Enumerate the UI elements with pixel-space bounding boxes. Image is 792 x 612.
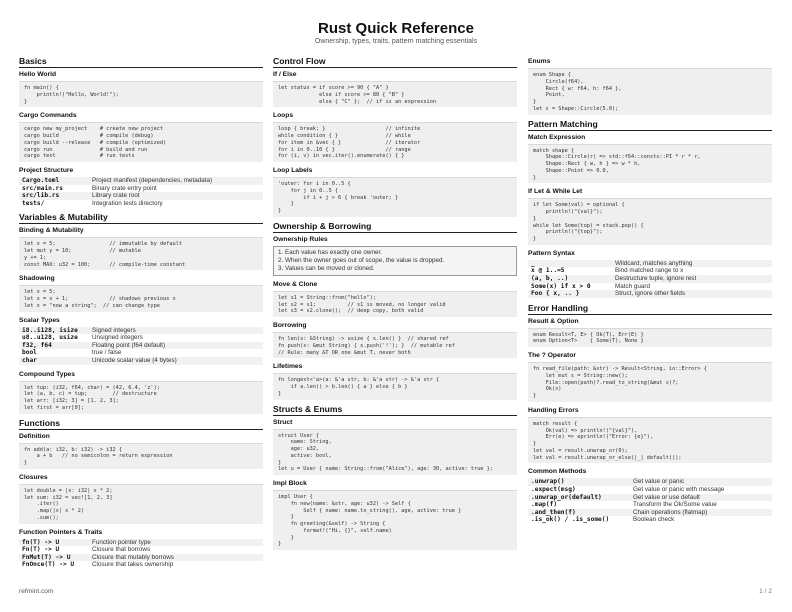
- row-description: Boolean check: [633, 516, 675, 524]
- table-row: [528, 275, 772, 283]
- row-key: .and_then(f): [528, 509, 630, 517]
- code-block-definition: fn add(a: i32, b: i32) -> i32 { a + b // no semicolon = return expression }: [19, 443, 263, 469]
- code-block-struct: struct User { name: String, age: u32, active: bool, } let u = User { name: String::from("Alice"), age: 30, active: true };: [273, 429, 517, 476]
- subheading-cargo-commands: Cargo Commands: [19, 112, 77, 120]
- ownership-rules-box: [273, 246, 517, 276]
- table-row: [528, 260, 772, 268]
- row-key: FnMut(T) -> U: [19, 554, 89, 562]
- code-block-enums: enum Shape { Circle(f64), Rect { w: f64, h: f64 }, Point, } let s = Shape::Circle(5.0);: [528, 68, 772, 115]
- table-row: [528, 267, 772, 275]
- row-key: src/main.rs: [22, 184, 63, 192]
- subheading-handling-errors: Handling Errors: [528, 406, 579, 414]
- ownership-rule-1: 1. Each value has exactly one owner.: [278, 248, 382, 256]
- row-key: fn(T) -> U: [19, 539, 89, 547]
- subheading-lifetimes: Lifetimes: [273, 363, 303, 371]
- row-description: Wildcard, matches anything: [612, 260, 772, 268]
- table-row: [528, 494, 772, 502]
- row-description: Match guard: [615, 282, 651, 290]
- row-description: Closure that takes ownership: [92, 561, 174, 569]
- row-description: Function pointer type: [89, 539, 263, 547]
- ownership-rule-3: 3. Values can be moved or cloned.: [278, 264, 375, 272]
- subheading-scalar-types: Scalar Types: [19, 316, 60, 324]
- row-key: .map(f): [531, 501, 558, 509]
- subheading-binding: Binding & Mutability: [19, 227, 84, 235]
- subheading-match-expression: Match Expression: [528, 133, 586, 141]
- section-heading-ownership: Ownership & Borrowing: [273, 221, 517, 233]
- table-common-methods: [528, 478, 772, 524]
- code-block-lifetimes: fn longest<'a>(a: &'a str, b: &'a str) -> &'a str { if a.len() > b.len() { a } else { b } }: [273, 373, 517, 399]
- row-key: Foo { x, .. }: [528, 290, 612, 298]
- row-key: u8..u128, usize: [22, 334, 78, 342]
- column-2: [273, 55, 517, 554]
- subheading-if-else: If / Else: [273, 71, 297, 78]
- table-pattern-syntax: [528, 260, 772, 298]
- row-description: Get value or panic: [630, 478, 772, 486]
- row-description: Binary crate entry point: [92, 184, 157, 192]
- code-block-closures: let double = |x: i32| x * 2; let sum: i32 = vec![1, 2, 3] .iter() .map(|x| x * 2) .sum();: [19, 484, 263, 524]
- row-description: Unicode scalar value (4 bytes): [89, 357, 263, 365]
- table-row: [19, 554, 263, 562]
- table-row: [19, 357, 263, 365]
- section-heading-structs: Structs & Enums: [273, 404, 517, 416]
- code-block-result-option: enum Result<T, E> { Ok(T), Err(E) } enum Option<T> { Some(T), None }: [528, 328, 772, 348]
- table-row: [19, 561, 263, 569]
- row-key: .is_ok() / .is_some(): [531, 516, 610, 524]
- row-description: Transform the Ok/Some value: [633, 501, 717, 509]
- row-description: Closure that borrows: [92, 546, 151, 554]
- row-description: Chain operations (flatmap): [630, 509, 772, 517]
- row-key: Fn(T) -> U: [22, 546, 60, 554]
- row-key: _: [528, 260, 612, 268]
- table-row: [528, 478, 772, 486]
- table-row: [528, 516, 772, 524]
- subheading-impl-block: Impl Block: [273, 480, 307, 487]
- subheading-common-methods: Common Methods: [528, 468, 587, 476]
- table-row: [19, 539, 263, 547]
- table-row: [528, 486, 772, 494]
- subheading-borrowing: Borrowing: [273, 322, 307, 329]
- row-description: Unsigned integers: [92, 334, 143, 342]
- section-heading-control-flow: Control Flow: [273, 56, 517, 68]
- subheading-result-option: Result & Option: [528, 317, 579, 325]
- subheading-struct: Struct: [273, 418, 293, 426]
- row-key: .unwrap_or(default): [528, 494, 630, 502]
- subheading-move-clone: Move & Clone: [273, 280, 318, 288]
- subheading-closures: Closures: [19, 473, 48, 481]
- table-function-pointers: [19, 539, 263, 569]
- row-key: Some(x) if x > 0: [531, 282, 591, 290]
- section-heading-error-handling: Error Handling: [528, 303, 772, 315]
- subheading-shadowing: Shadowing: [19, 275, 55, 283]
- table-row: [19, 192, 263, 200]
- code-block-handling-errors: match result { Ok(val) => println!("{val}"), Err(e) => eprintln!("Error: {e}"), } let val = result.unwrap_or(0); let val = result.unwrap_or_else(|_| default());: [528, 417, 772, 464]
- row-description: Struct, ignore other fields: [612, 290, 772, 298]
- subheading-definition: Definition: [19, 432, 50, 440]
- row-description: Closure that mutably borrows: [89, 554, 263, 562]
- table-row: [19, 546, 263, 554]
- code-block-binding: let x = 5; // immutable by default let mut y = 10; // mutable y += 1; const MAX: u32 = 100; // compile-time constant: [19, 237, 263, 270]
- page-subtitle: Ownership, types, traits, pattern matching essentials: [314, 38, 478, 45]
- table-row: [528, 290, 772, 298]
- subheading-hello-world: Hello World: [19, 71, 57, 78]
- subheading-ownership-rules: Ownership Rules: [273, 235, 328, 243]
- code-block-move-clone: let s1 = String::from("hello"); let s2 = s1; // s1 is moved, no longer valid let s3 = s2.clone(); // deep copy, both valid: [273, 291, 517, 317]
- code-block-cargo-commands: cargo new my_project # create new project cargo build # compile (debug) cargo build --release # compile (optimized) cargo run # build and run cargo test # run tests: [19, 122, 263, 162]
- section-heading-pattern-matching: Pattern Matching: [528, 119, 772, 131]
- table-row: [528, 283, 772, 291]
- row-key: .unwrap(): [528, 478, 630, 486]
- subheading-question-operator: The ? Operator: [528, 352, 576, 360]
- code-block-question-operator: fn read_file(path: &str) -> Result<String, io::Error> { let mut s = String::new(); File::open(path)?.read_to_string(&mut s)?; Ok(s) }: [528, 362, 772, 402]
- row-description: Get value or use default: [630, 494, 772, 502]
- code-block-loop-labels: 'outer: for i in 0..5 { for j in 0..5 { if i + j > 6 { break 'outer; } } }: [273, 177, 517, 217]
- code-block-shadowing: let x = 5; let x = x + 1; // shadows previous x let x = "now a string"; // can change type: [19, 285, 263, 311]
- section-heading-basics: Basics: [19, 56, 263, 68]
- row-key: FnOnce(T) -> U: [22, 561, 75, 569]
- table-row: [19, 342, 263, 350]
- table-row: [19, 177, 263, 185]
- row-key: bool: [22, 349, 37, 357]
- row-description: Signed integers: [89, 327, 263, 335]
- row-key: char: [19, 357, 89, 365]
- footer-site: refmint.com: [19, 588, 54, 595]
- code-block-impl: impl User { fn new(name: &str, age: u32) -> Self { Self { name: name.to_string(), age, active: true } } fn greeting(&self) -> String { format!("Hi, {}", self.name) } }: [273, 490, 517, 550]
- table-row: [528, 501, 772, 509]
- row-key: .expect(msg): [531, 486, 576, 494]
- code-block-if-else: let status = if score >= 90 { "A" } else if score >= 80 { "B" } else { "C" }; // if is an expression: [273, 81, 517, 107]
- row-description: Bind matched range to x: [615, 267, 684, 275]
- subheading-function-pointers: Function Pointers & Traits: [19, 528, 103, 536]
- table-row: [19, 349, 263, 357]
- code-block-match: match shape { Shape::Circle(r) => std::f64::consts::PI * r * r, Shape::Rect { w, h } => w * h, Shape::Point => 0.0, }: [528, 144, 772, 184]
- table-row: [19, 334, 263, 342]
- row-key: Cargo.toml: [19, 177, 89, 185]
- row-description: Floating point (f64 default): [89, 342, 263, 350]
- page-title: Rust Quick Reference: [318, 20, 474, 37]
- section-heading-functions: Functions: [19, 418, 263, 430]
- column-1: [19, 55, 263, 574]
- row-key: tests/: [22, 199, 45, 207]
- code-block-loops: loop { break; } // infinite while condition { } // while for item in &vec { } // iterator for i in 0..10 { } // range for (i, v) in vec.iter().enumerate() { }: [273, 122, 517, 162]
- row-description: true / false: [92, 349, 122, 357]
- code-block-hello-world: fn main() { println!("Hello, World!"); }: [19, 81, 263, 107]
- subheading-enums: Enums: [528, 58, 551, 65]
- code-block-compound-types: let tup: (i32, f64, char) = (42, 6.4, 'z'); let (a, b, c) = tup; // destructure let arr: [i32; 3] = [1, 2, 3]; let first = arr[0];: [19, 381, 263, 414]
- subheading-compound-types: Compound Types: [19, 370, 75, 378]
- row-description: Integration tests directory: [92, 199, 163, 207]
- row-key: f32, f64: [19, 342, 89, 350]
- code-block-if-let: if let Some(val) = optional { println!("{val}"); } while let Some(top) = stack.pop() { println!("{top}"); }: [528, 198, 772, 245]
- section-heading-variables: Variables & Mutability: [19, 212, 263, 224]
- footer-page-number: 1 / 2: [759, 588, 772, 595]
- table-row: [19, 200, 263, 208]
- subheading-if-let: If Let & While Let: [528, 188, 583, 196]
- row-description: Project manifest (dependencies, metadata): [89, 177, 263, 185]
- row-description: Library crate root: [89, 192, 263, 200]
- table-scalar-types: [19, 327, 263, 365]
- table-project-structure: [19, 177, 263, 207]
- row-key: src/lib.rs: [19, 192, 89, 200]
- row-key: i8..i128, isize: [19, 327, 89, 335]
- column-3: [528, 55, 772, 529]
- row-key: x @ 1..=5: [531, 267, 565, 275]
- code-block-borrowing: fn len(s: &String) -> usize { s.len() } // shared ref fn push(s: &mut String) { s.push('!'); } // mutable ref // Rule: many &T OR one &mut T, never both: [273, 332, 517, 358]
- ownership-rule-2: 2. When the owner goes out of scope, the value is dropped.: [278, 256, 445, 264]
- subheading-loops: Loops: [273, 112, 294, 120]
- subheading-pattern-syntax: Pattern Syntax: [528, 249, 575, 257]
- row-key: (a, b, ..): [528, 275, 612, 283]
- subheading-loop-labels: Loop Labels: [273, 167, 313, 174]
- row-description: Get value or panic with message: [633, 486, 725, 494]
- row-description: Destructure tuple, ignore rest: [612, 275, 772, 283]
- subheading-project-structure: Project Structure: [19, 167, 74, 174]
